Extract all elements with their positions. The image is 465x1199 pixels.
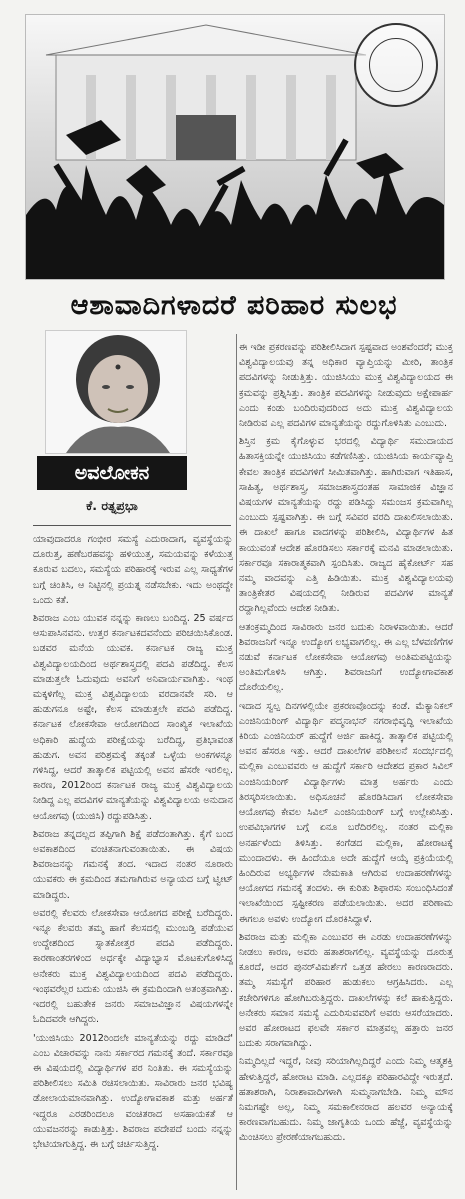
right-column (239, 340, 453, 1188)
author-name: ಕೆ. ರತ್ನಪ್ರಭಾ (86, 498, 138, 513)
paragraph: ಅವರಲ್ಲಿ ಕೆಲವರು ಲೋಕಸೇವಾ ಆಯೋಗದ ಪರೀಕ್ಷೆ ಬರೆದಿದ್ದರು. ಇನ್ನೂ ಕೆಲವರು ತಮ್ಮ ಹಾಗೆ ಕೆಲಸದಲ್ಲಿ ಮುಂಬಡ್ತಿ ಪಡೆಯುವ ಉದ್ದೇಶದಿಂದ ಸ್ನಾತಕೋತ್ತರ ಪದವಿ ಪಡೆದಿದ್ದರು. ಕಾರಣಾಂತರಗಳಿಂದ ಅರ್ಧಕ್ಕೇ ವಿದ್ಯಾಭ್ಯಾಸ ಮೊಟಕುಗೊಳಿಸಿದ್ದ ಅನೇಕರು ಮುಕ್ತ ವಿಶ್ವವಿದ್ಯಾಲಯದಿಂದ ಪದವಿ ಪಡೆದಿದ್ದರು. ಇಂಥವರೆಲ್ಲರ ಬದುಕು ಯುಜಿಸಿ ಈ ಕ್ರಮದಿಂದಾಗಿ ಅತಂತ್ರವಾಗಿತ್ತು. ಇದರಲ್ಲಿ ಬಹುತೇಕ ಜನರು ಸಮಾಜವಿಜ್ಞಾನ ವಿಷಯಗಳನ್ನೇ ಓದಿದವರೇ ಆಗಿದ್ದರು. (33, 907, 233, 1026)
paragraph: ನಿಮ್ಮದಿಲ್ಲದೆ ಇದ್ದರೆ, ನೀವು ಸರಿಯಾಗಿಲ್ಲದಿದ್ದರೆ ಎಂದು ನಿಮ್ಮ ಆತ್ಮಶಕ್ತಿ ಹೇಳುತ್ತಿದ್ದರೆ, ಹೋರಾಟ ಮಾಡಿ. ಎಲ್ಲದಕ್ಕೂ ಪರಿಹಾರವಿದ್ದೇ ಇರುತ್ತದೆ. ಹತಾಶರಾಗಿ, ನಿರಾಶಾವಾದಿಗಳಾಗಿ ಸುಮ್ಮನಾಗಬೇಡಿ. ನಿಮ್ಮ ಮೌನ ನಿಮಗಷ್ಟೇ ಅಲ್ಲ, ನಿಮ್ಮ ಸಮಕಾಲೀನರಾದ ಹಲವರ ಅನ್ಯಾಯಕ್ಕೆ ಕಾರಣವಾಗಬಹುದು. ನಿಮ್ಮ ಜಾಗೃತಿಯ ಒಂದು ಹೆಜ್ಜೆ, ವ್ಯವಸ್ಥೆಯನ್ನು ಮಿಂಚಿಸಲು ಪ್ರೇರಣೆಯಾಗಬಹುದು. (239, 1056, 453, 1144)
article-headline: ಆಶಾವಾದಿಗಳಾದರೆ ಪರಿಹಾರ ಸುಲಭ (70, 290, 398, 321)
author-photo (45, 330, 187, 454)
paragraph: 'ಯುಜಿಸಿಯು 2012ರಿಂದಲೇ ಮಾನ್ಯತೆಯನ್ನು ರದ್ದು ಮಾಡಿದೆ' ಎಂಬ ವಿಚಾರವನ್ನು ನಾನು ಸರ್ಕಾರದ ಗಮನಕ್ಕೆ ತಂದೆ. ಸರ್ಕಾರವೂ ಈ ವಿಷಯದಲ್ಲಿ ವಿದ್ಯಾರ್ಥಿಗಳ ಪರ ನಿಂತಿತು. ಈ ಸಮಸ್ಯೆಯನ್ನು ಪರಿಶೀಲಿಸಲು ಸಮಿತಿ ರಚಿಸಲಾಯಿತು. ಸಾವಿರಾರು ಜನರ ಭವಿಷ್ಯ ಡೋಲಾಯಮಾನವಾಗಿತ್ತು. ಉದ್ಯೋಗಾವಕಾಶ ಮತ್ತು ಅರ್ಹತೆ ಇದ್ದರೂ ಎರಡರಿಂದಲೂ ವಂಚಿತರಾದ ಅಸಹಾಯಕತೆ ಆ ಯುವಜನರನ್ನು ಕಾಡುತ್ತಿತ್ತು. ಶಿವರಾಜ ಪದೇಪದೆ ಬಂದು ನನ್ನನ್ನು ಭೇಟಿಯಾಗುತ್ತಿದ್ದ. ಈ ಬಗ್ಗೆ ಚರ್ಚಿಸುತ್ತಿದ್ದ. (33, 1032, 233, 1150)
divider (33, 525, 231, 526)
paragraph: ಯಾವುದಾದರೂ ಗಂಭೀರ ಸಮಸ್ಯೆ ಎದುರಾದಾಗ, ವ್ಯವಸ್ಥೆಯನ್ನು ದೂರುತ್ತ, ಹಣೆಬರಹವನ್ನು ಹಳಿಯುತ್ತ, ಸಮಯವನ್ನು ಕಳೆಯುತ್ತ ಕೂರುವ ಬದಲು, ಸಮಸ್ಯೆಯ ಪರಿಹಾರಕ್ಕೆ ಇರುವ ಎಲ್ಲ ಸಾಧ್ಯತೆಗಳ ಬಗ್ಗೆ ಚಿಂತಿಸಿ, ಆ ನಿಟ್ಟಿನಲ್ಲಿ ಪ್ರಯತ್ನ ನಡೆಸಬೇಕು. ಇದು ಅಂಥದ್ದೇ ಒಂದು ಕತೆ. (33, 534, 233, 606)
university-seal-logo (354, 23, 438, 107)
paragraph: ಶಿವರಾಜ ಎಂಬ ಯುವಕ ನನ್ನನ್ನು ಕಾಣಲು ಬಂದಿದ್ದ. 25 ವರ್ಷದ ಆಸುಪಾಸಿನವನು. ಉತ್ತರ ಕರ್ನಾಟಕದವನೆಂದು ಪರಿಚಯಿಸಿಕೊಂಡ. ಬಡವರ ಮನೆಯ ಯುವಕ. ಕರ್ನಾಟಕ ರಾಜ್ಯ ಮುಕ್ತ ವಿಶ್ವವಿದ್ಯಾಲಯದಿಂದ ಅರ್ಥಶಾಸ್ತ್ರದಲ್ಲಿ ಪದವಿ ಪಡೆದಿದ್ದ. ಕೆಲಸ ಮಾಡುತ್ತಲೇ ಓದುವುದು ಅವನಿಗೆ ಅನಿವಾರ್ಯವಾಗಿತ್ತು. ಇಂಥ ಮಕ್ಕಳಿಗೆಲ್ಲ ಮುಕ್ತ ವಿಶ್ವವಿದ್ಯಾಲಯ ವರದಾನವೇ ಸರಿ. ಆ ಹುಡುಗನೂ ಅಷ್ಟೇ, ಕೆಲಸ ಮಾಡುತ್ತಲೇ ಪದವಿ ಪಡೆದಿದ್ದ. ಕರ್ನಾಟಕ ಲೋಕಸೇವಾ ಆಯೋಗದಿಂದ ಸಾಂಖ್ಯಿಕ ಇಲಾಖೆಯ ಅಧಿಕಾರಿ ಹುದ್ದೆಯ ಪರೀಕ್ಷೆಯನ್ನು ಬರೆದಿದ್ದ, ಪ್ರತಿಭಾವಂತ ಹುಡುಗ. ಅವನ ಪರಿಶ್ರಮಕ್ಕೆ ತಕ್ಕಂತೆ ಒಳ್ಳೆಯ ಅಂಕಗಳನ್ನೂ ಗಳಿಸಿದ್ದ, ಆದರೆ ತಾತ್ಕಾಲಿಕ ಪಟ್ಟಿಯಲ್ಲಿ ಅವನ ಹೆಸರೇ ಇರಲಿಲ್ಲ. ಕಾರಣ, 2012ರಿಂದ ಕರ್ನಾಟಕ ರಾಜ್ಯ ಮುಕ್ತ ವಿಶ್ವವಿದ್ಯಾಲಯ ನೀಡಿದ್ದ ಎಲ್ಲ ಪದವಿಗಳ ಮಾನ್ಯತೆಯನ್ನು ವಿಶ್ವವಿದ್ಯಾಲಯ ಅನುದಾನ ಆಯೋಗವು (ಯುಜಿಸಿ) ರದ್ದುಪಡಿಸಿತ್ತು. (33, 613, 233, 822)
column-label: ಅವಲೋಕನ (37, 456, 187, 490)
left-column (33, 532, 233, 1188)
paragraph: ಇದಾದ ಸ್ವಲ್ಪ ದಿನಗಳಲ್ಲಿಯೇ ಪ್ರಕರಣವೊಂದನ್ನು ಕಂಡೆ. ಮೆಕ್ಯಾನಿಕಲ್ ಎಂಜಿನಿಯರಿಂಗ್ ವಿದ್ಯಾರ್ಥಿ ಪದ್ಮನಾಭನ್ ನಗರಾಭಿವೃದ್ಧಿ ಇಲಾಖೆಯ ಕಿರಿಯ ಎಂಜಿನಿಯರ್ ಹುದ್ದೆಗೆ ಅರ್ಜಿ ಹಾಕಿದ್ದ. ತಾತ್ಕಾಲಿಕ ಪಟ್ಟಿಯಲ್ಲಿ ಅವನ ಹೆಸರೂ ಇತ್ತು. ಆದರೆ ದಾಖಲೆಗಳ ಪರಿಶೀಲನೆ ಸಂದರ್ಭದಲ್ಲಿ ಮಲ್ಲಿಕಾ ಎಂಬುವವರು ಆ ಹುದ್ದೆಗೆ ಸರ್ಕಾರಿ ಆದೇಶದ ಪ್ರಕಾರ ಸಿವಿಲ್ ಎಂಜಿನಿಯರಿಂಗ್ ವಿದ್ಯಾರ್ಥಿಗಳು ಮಾತ್ರ ಅರ್ಹರು ಎಂದು ತಿರಸ್ಕರಿಸಲಾಯಿತು. ಅಧಿಸೂಚನೆ ಹೊರಡಿಸಿದಾಗ ಲೋಕಸೇವಾ ಆಯೋಗವು ಕೇವಲ ಸಿವಿಲ್ ಎಂಜಿನಿಯರಿಂಗ್ ಬಗ್ಗೆ ಉಲ್ಲೇಖಿಸಿತ್ತು. ಉಪವಿಭಾಗಗಳ ಬಗ್ಗೆ ಏನೂ ಬರೆದಿರಲಿಲ್ಲ. ನಂತರ ಮಲ್ಲಿಕಾ ಅನರ್ಹಳೆಂದು ತಿಳಿಸಿತ್ತು. ಕಂಗೆಡದ ಮಲ್ಲಿಕಾ, ಹೋರಾಟಕ್ಕೆ ಮುಂದಾದಳು. ಈ ಹಿಂದೆಯೂ ಅದೇ ಹುದ್ದೆಗೆ ಆಯ್ಕೆ ಪ್ರಕ್ರಿಯೆಯಲ್ಲಿ ಹಿಂದಿರುವ ಅಭ್ಯರ್ಥಿಗಳ ನೇಮಕಾತಿ ಆಗಿರುವ ಉದಾಹರಣೆಗಳನ್ನು ಆಯೋಗದ ಗಮನಕ್ಕೆ ತಂದಳು. ಈ ಕುರಿತು ಶಿಫಾರಸು ಸಂಬಂಧಿಸಿದಂತೆ ಇಲಾಖೆಯಿಂದ ಸ್ಪಷ್ಟೀಕರಣ ಪಡೆಯಲಾಯಿತು. ಅದರ ಪರಿಣಾಮ ಈಗಲೂ ಅವಳು ಉದ್ಯೋಗ ದೊರಕಿಸಿದ್ದಾಳೆ. (239, 700, 453, 925)
paragraph: ಈ ಇಡೀ ಪ್ರಕರಣವನ್ನು ಪರಿಶೀಲಿಸಿದಾಗ ಸ್ಪಷ್ಟವಾದ ಅಂಶವೆಂದರೆ; ಮುಕ್ತ ವಿಶ್ವವಿದ್ಯಾಲಯವು ತನ್ನ ಅಧಿಕಾರ ವ್ಯಾಪ್ತಿಯನ್ನು ಮೀರಿ, ತಾಂತ್ರಿಕ ಪದವಿಗಳನ್ನು ನೀಡುತ್ತಿತ್ತು. ಯುಜಿಸಿಯು ಮುಕ್ತ ವಿಶ್ವವಿದ್ಯಾಲಯದ ಈ ಕ್ರಮವನ್ನು ಪ್ರಶ್ನಿಸಿತ್ತು. ತಾಂತ್ರಿಕ ಪದವಿಗಳನ್ನು ನೀಡುವುದು ಅಕ್ಷೇಪಾರ್ಹ ಎಂದು ಕಂಡು ಬಂದಿರುವುದರಿಂದ ಅದು ಮುಕ್ತ ವಿಶ್ವವಿದ್ಯಾಲಯ ನೀಡಿರುವ ಎಲ್ಲ ಪದವಿಗಳ ಮಾನ್ಯತೆಯನ್ನು ರದ್ದುಗೊಳಿಸಿತು ಎಂಬುದು. (239, 342, 453, 430)
hero-image (25, 14, 445, 280)
paragraph: ಶಿಸ್ತಿನ ಕ್ರಮ ಕೈಗೊಳ್ಳುವ ಭರದಲ್ಲಿ ವಿದ್ಯಾರ್ಥಿ ಸಮುದಾಯದ ಹಿತಾಸಕ್ತಿಯನ್ನೇ ಯುಜಿಸಿಯು ಕಡೆಗಣಿಸಿತ್ತು. ಯುಜಿಸಿಯ ಕಾರ್ಯವ್ಯಾಪ್ತಿ ಕೇವಲ ತಾಂತ್ರಿಕ ಪದವಿಗಳಿಗೆ ಸೀಮಿತವಾಗಿತ್ತು. ಹಾಗಿರುವಾಗ ಇತಿಹಾಸ, ಸಾಹಿತ್ಯ, ಅರ್ಥಶಾಸ್ತ್ರ, ಸಮಾಜಶಾಸ್ತ್ರದಂತಹ ಸಾಮಾಜಿಕ ವಿಜ್ಞಾನ ವಿಷಯಗಳ ಮಾನ್ಯತೆಯನ್ನು ರದ್ದು ಪಡಿಸಿದ್ದು ಸಮಂಜಸ ಕ್ರಮವಾಗಿಲ್ಲ ಎಂಬುದು ಸ್ಪಷ್ಟವಾಗಿತ್ತು. ಈ ಬಗ್ಗೆ ಸವಿವರ ವರದಿ ದಾಖಲಿಸಲಾಯಿತು. ಈ ದಾಖಲೆ ಹಾಗೂ ವಾದಗಳನ್ನು ಪರಿಶೀಲಿಸಿ, ವಿದ್ಯಾರ್ಥಿಗಳ ಹಿತ ಕಾಯುವಂತೆ ಆದೇಶ ಹೊರಡಿಸಲು ಸರ್ಕಾರಕ್ಕೆ ಮನವಿ ಮಾಡಲಾಯಿತು. ಸರ್ಕಾರವೂ ಸಕಾರಾತ್ಮಕವಾಗಿ ಸ್ಪಂದಿಸಿತು. ರಾಜ್ಯದ ಹೈಕೋರ್ಟ್ ಸಹ ನಮ್ಮ ವಾದವನ್ನು ಎತ್ತಿ ಹಿಡಿಯಿತು. ಮುಕ್ತ ವಿಶ್ವವಿದ್ಯಾಲಯವು ತಾಂತ್ರಿಕೇತರ ವಿಷಯದಲ್ಲಿ ನೀಡಿರುವ ಪದವಿಗಳ ಮಾನ್ಯತೆ ರದ್ದಾಗಿಲ್ಲವೆಂದು ಆದೇಶ ನೀಡಿತು. (239, 436, 453, 615)
paragraph: ಆತಂಕ್ರಮ್ಮದಿಂದ ಸಾವಿರಾರು ಜನರ ಬದುಕು ನಿರಾಳವಾಯಿತು. ಆದರೆ ಶಿವರಾಜನಿಗೆ ಇನ್ನೂ ಉದ್ಯೋಗ ಲಭ್ಯವಾಗಲಿಲ್ಲ. ಈ ಎಲ್ಲ ಬೆಳವಣಿಗೆಗಳ ನಡುವೆ ಕರ್ನಾಟಕ ಲೋಕಸೇವಾ ಆಯೋಗವು ಅಂತಿಮಪಟ್ಟಿಯನ್ನು ಅಂತಿಮಗೊಳಿಸಿ ಆಗಿತ್ತು. ಶಿವರಾಜನಿಗೆ ಉದ್ಯೋಗಾವಕಾಶ ದೊರೆಯಲಿಲ್ಲ. (239, 621, 453, 694)
paragraph: ಶಿವರಾಜ ತನ್ನದಲ್ಲದ ತಪ್ಪಿಗಾಗಿ ಶಿಕ್ಷೆ ಪಡೆದಂತಾಗಿತ್ತು. ಕೈಗೆ ಬಂದ ಅವಕಾಶದಿಂದ ವಂಚಿತನಾಗುವಂತಾಯಿತು. ಈ ವಿಷಯ ಶಿವರಾಜನನ್ನು ಗಮನಕ್ಕೆ ತಂದ. ಇದಾದ ನಂತರ ನೂರಾರು ಯುವಕರು ಈ ಕ್ರಮದಿಂದ ತಮಗಾಗಿರುವ ಅನ್ಯಾಯದ ಬಗ್ಗೆ ಟ್ವೀಟ್ ಮಾಡಿದ್ದರು. (33, 828, 233, 901)
column-divider (236, 334, 237, 1190)
paragraph: ಶಿವರಾಜ ಮತ್ತು ಮಲ್ಲಿಕಾ ಎಂಬುವರ ಈ ಎರಡು ಉದಾಹರಣೆಗಳನ್ನು ನೀಡಲು ಕಾರಣ, ಅವರು ಹತಾಶರಾಗಲಿಲ್ಲ. ವ್ಯವಸ್ಥೆಯನ್ನು ದೂರುತ್ತ ಕೂರದೆ, ಅದರ ಪುನರ್‌ವಿಮರ್ಶೆಗೆ ಒತ್ತಡ ಹೇರಲು ಕಾರಣರಾದರು. ತಮ್ಮ ಸಮಸ್ಯೆಗೆ ಪರಿಹಾರ ಹುಡುಕಲು ಆಗ್ರಹಿಸಿದರು. ಎಲ್ಲ ಕಚೇರಿಗಳಿಗೂ ಹೋಗಿಬರುತ್ತಿದ್ದರು. ದಾಖಲೆಗಳನ್ನು ಕಲೆ ಹಾಕುತ್ತಿದ್ದರು. ಅನೇಕರು ಸಮಾನ ಸಮಸ್ಯೆ ಎದುರಿಸುವವರಿಗೆ ಅವರು ಆಸರೆಯಾದರು. ಅವರ ಹೋರಾಟದ ಫಲವೇ ಸರ್ಕಾರ ಮಾತ್ರವಲ್ಲ ಹತ್ತಾರು ಜನರ ಬದುಕು ಸರಾಗವಾಗಿದ್ದು. (239, 931, 453, 1050)
